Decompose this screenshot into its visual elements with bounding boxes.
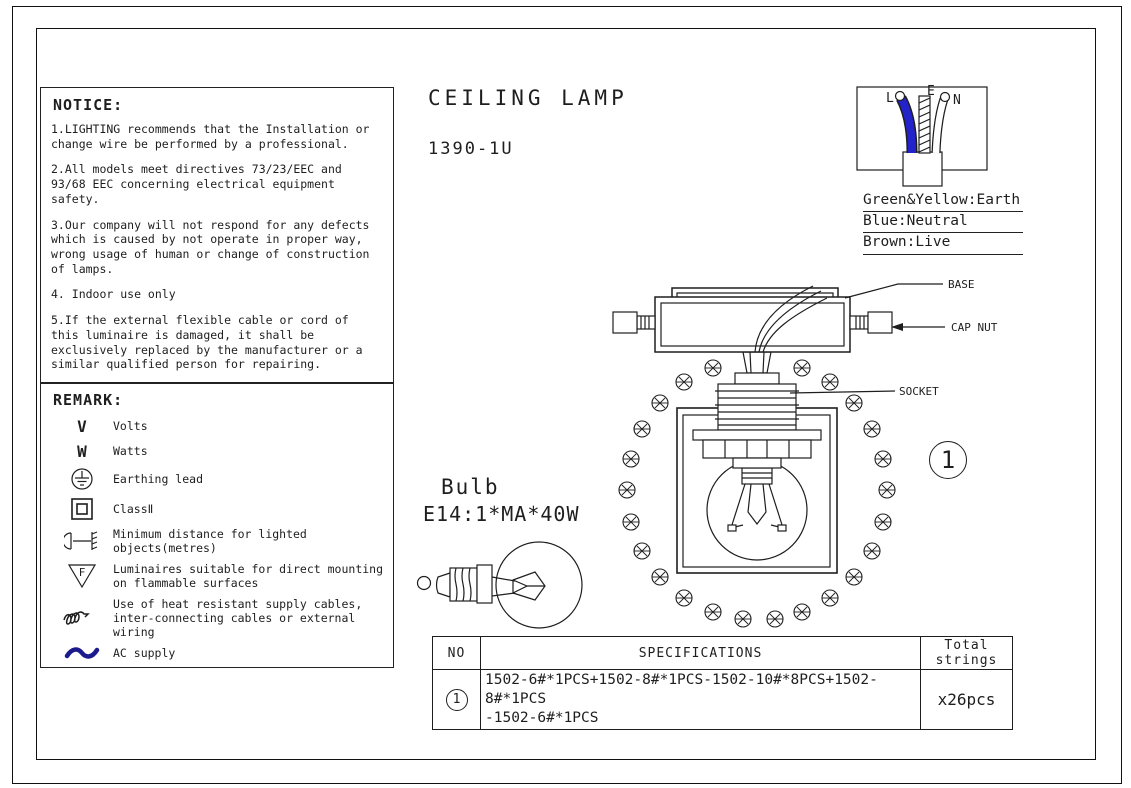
table-cell-total: x26pcs (921, 670, 1013, 730)
row-marker-circle (446, 689, 468, 711)
remark-row-volts (51, 417, 385, 436)
table-header-specifications: SPECIFICATIONS (481, 637, 921, 670)
spec-line-2: -1502-6#*1PCS (485, 709, 599, 726)
legend-neutral: Blue:Neutral (863, 212, 1023, 233)
spec-line-1: 1502-6#*1PCS+1502-8#*1PCS-1502-10#*8PCS+1502-8#*1PCS (485, 672, 878, 707)
remark-label: Luminaires suitable for direct mounting on flammable surfaces (113, 561, 384, 591)
notice-item-4: 4. Indoor use only (51, 287, 176, 302)
bulb-heading: Bulb (441, 475, 500, 499)
specification-table (432, 636, 1013, 730)
remark-label: Volts (113, 419, 148, 434)
terminal-n-label: N (953, 93, 961, 108)
wire-color-legend (863, 191, 1023, 255)
earthing-icon (51, 467, 113, 491)
remark-row-earthing (51, 467, 385, 491)
terminal-l-label: L (886, 91, 894, 106)
heat-resistant-icon (51, 609, 113, 627)
remark-label: AC supply (113, 646, 176, 661)
class2-icon (51, 497, 113, 521)
remark-box (40, 383, 394, 668)
remark-title: REMARK: (53, 391, 124, 409)
watts-icon: W (77, 442, 87, 461)
remark-row-class2 (51, 497, 385, 521)
notice-box (40, 87, 394, 383)
model-number: 1390-1U (428, 139, 514, 159)
row-marker-number: 1 (452, 692, 461, 708)
remark-label: ClassⅡ (113, 501, 154, 516)
remark-label: Earthing lead (113, 471, 204, 486)
wiring-diagram (855, 85, 990, 190)
notice-item-1: 1.LIGHTING recommends that the Installation or change wire be performed by a professional. (51, 122, 377, 151)
notice-item-3: 3.Our company will not respond for any defects which is caused by not operate in proper way, wrong usage of human or change of construction of lamps. (51, 217, 377, 276)
notice-title: NOTICE: (53, 96, 124, 114)
remark-label: Minimum distance for lighted objects(metres) (113, 527, 307, 556)
notice-item-2: 2.All models meet directives 73/23/EEC and 93/68 EEC concerning electrical equipment safety. (51, 162, 349, 206)
terminal-e-label: E (927, 85, 935, 99)
remark-label: Use of heat resistant supply cables, inter-connecting cables or external wiring (113, 596, 363, 640)
bulb-drawing (405, 535, 605, 635)
item-marker-number: 1 (940, 446, 956, 474)
socket-label: SOCKET (899, 385, 939, 398)
remark-row-min-distance (51, 527, 385, 556)
min-distance-icon (51, 530, 113, 552)
remark-row-ac-supply (51, 646, 385, 662)
remark-row-flammable (51, 562, 385, 591)
table-header-total-strings: Total strings (921, 637, 1013, 670)
remark-label: Watts (113, 444, 148, 459)
legend-live: Brown:Live (863, 233, 1023, 254)
legend-earth: Green&Yellow:Earth (863, 191, 1023, 212)
remark-row-watts (51, 442, 385, 461)
cap-nut-label: CAP NUT (951, 321, 998, 334)
table-header-no: NO (433, 637, 481, 670)
page-title: CEILING LAMP (428, 86, 628, 110)
ac-supply-icon (51, 646, 113, 662)
notice-item-5: 5.If the external flexible cable or cord of this luminaire is damaged, it shall be exclusively replaced by the manufacturer or a similar qualified person for repairing. (51, 313, 370, 372)
volts-icon: V (77, 417, 87, 436)
bulb-spec: E14:1*MA*40W (423, 502, 580, 526)
flammable-f-letter: F (78, 566, 86, 580)
base-label: BASE (948, 278, 975, 291)
remark-row-heat-resistant (51, 597, 385, 640)
table-cell-no (433, 670, 481, 730)
table-row (433, 670, 1013, 730)
lamp-diagram (595, 272, 1035, 647)
item-marker-1 (929, 441, 967, 479)
table-cell-spec (481, 670, 921, 730)
flammable-surface-icon (51, 563, 113, 589)
